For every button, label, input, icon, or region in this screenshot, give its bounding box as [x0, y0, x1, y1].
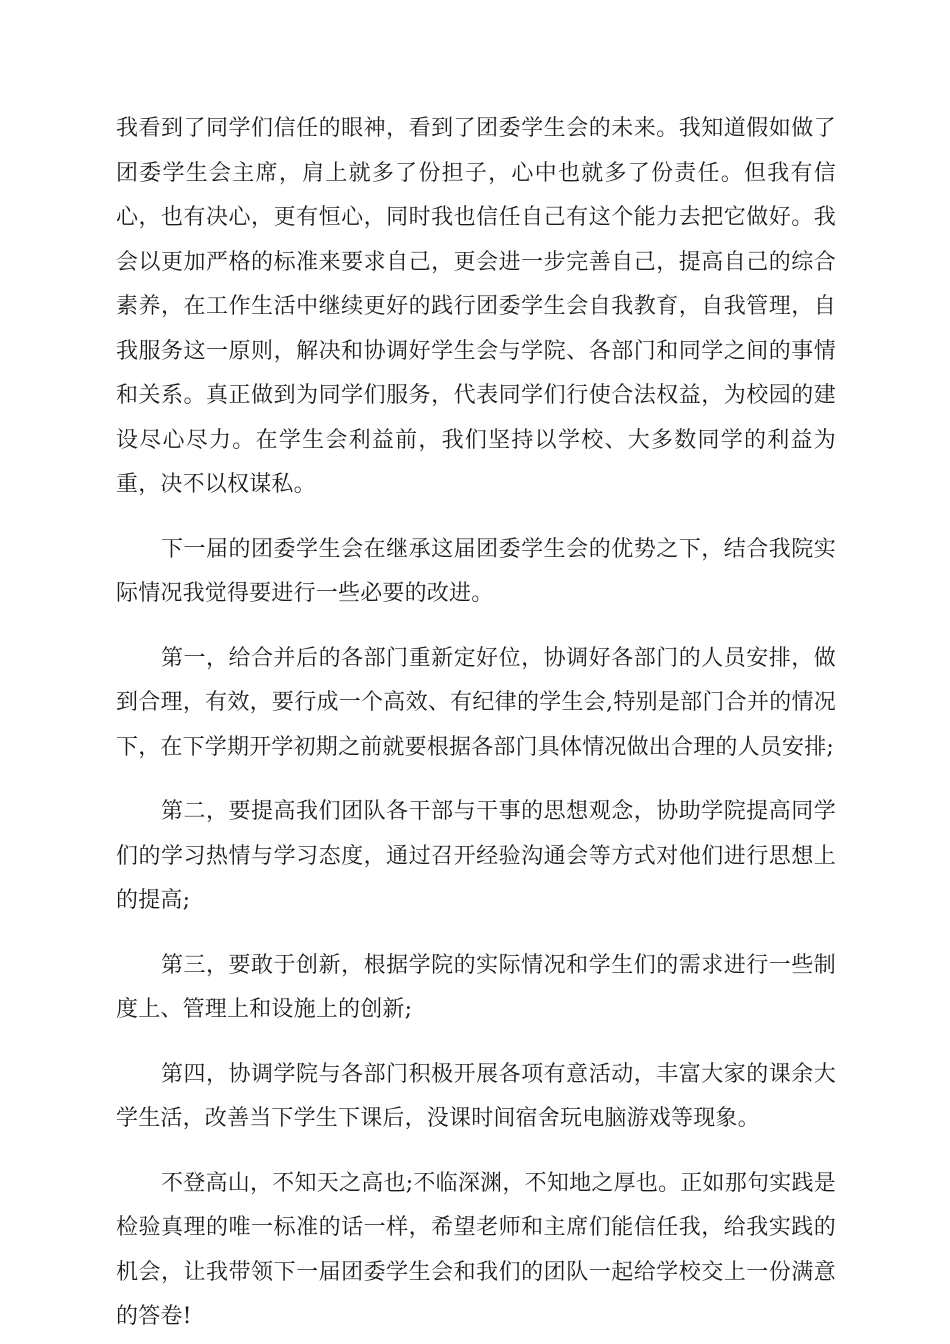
document-body [116, 107, 836, 1340]
paragraph-5: 第三，要敢于创新，根据学院的实际情况和学生们的需求进行一些制度上、管理上和设施上的创新; [116, 952, 836, 1022]
paragraph-2: 下一届的团委学生会在继承这届团委学生会的优势之下，结合我院实际情况我觉得要进行一些必要的改进。 [116, 536, 836, 606]
paragraph-1: 我看到了同学们信任的眼神，看到了团委学生会的未来。我知道假如做了团委学生会主席，肩上就多了份担子，心中也就多了份责任。但我有信心，也有决心，更有恒心，同时我也信任自己有这个能力去把它做好。我会以更加严格的标准来要求自己，更会进一步完善自己，提高自己的综合素养，在工作生活中继续更好的践行团委学生会自我教育，自我管理，自我服务这一原则，解决和协调好学生会与学院、各部门和同学之间的事情和关系。真正做到为同学们服务，代表同学们行使合法权益，为校园的建设尽心尽力。在学生会利益前，我们坚持以学校、大多数同学的利益为重，决不以权谋私。 [116, 116, 836, 497]
paragraph-3: 第一，给合并后的各部门重新定好位，协调好各部门的人员安排，做到合理，有效，要行成一个高效、有纪律的学生会,特别是部门合并的情况下，在下学期开学初期之前就要根据各部门具体情况做出合理的人员安排; [116, 645, 836, 760]
paragraph-4: 第二，要提高我们团队各干部与干事的思想观念，协助学院提高同学们的学习热情与学习态度，通过召开经验沟通会等方式对他们进行思想上的提高; [116, 799, 836, 913]
paragraph-7: 不登高山，不知天之高也;不临深渊，不知地之厚也。正如那句实践是检验真理的唯一标准的话一样，希望老师和主席们能信任我，给我实践的机会，让我带领下一届团委学生会和我们的团队一起给学校交上一份满意的答卷! [116, 1170, 836, 1329]
paragraph-6: 第四，协调学院与各部门积极开展各项有意活动，丰富大家的课余大学生活，改善当下学生下课后，没课时间宿舍玩电脑游戏等现象。 [116, 1061, 836, 1131]
